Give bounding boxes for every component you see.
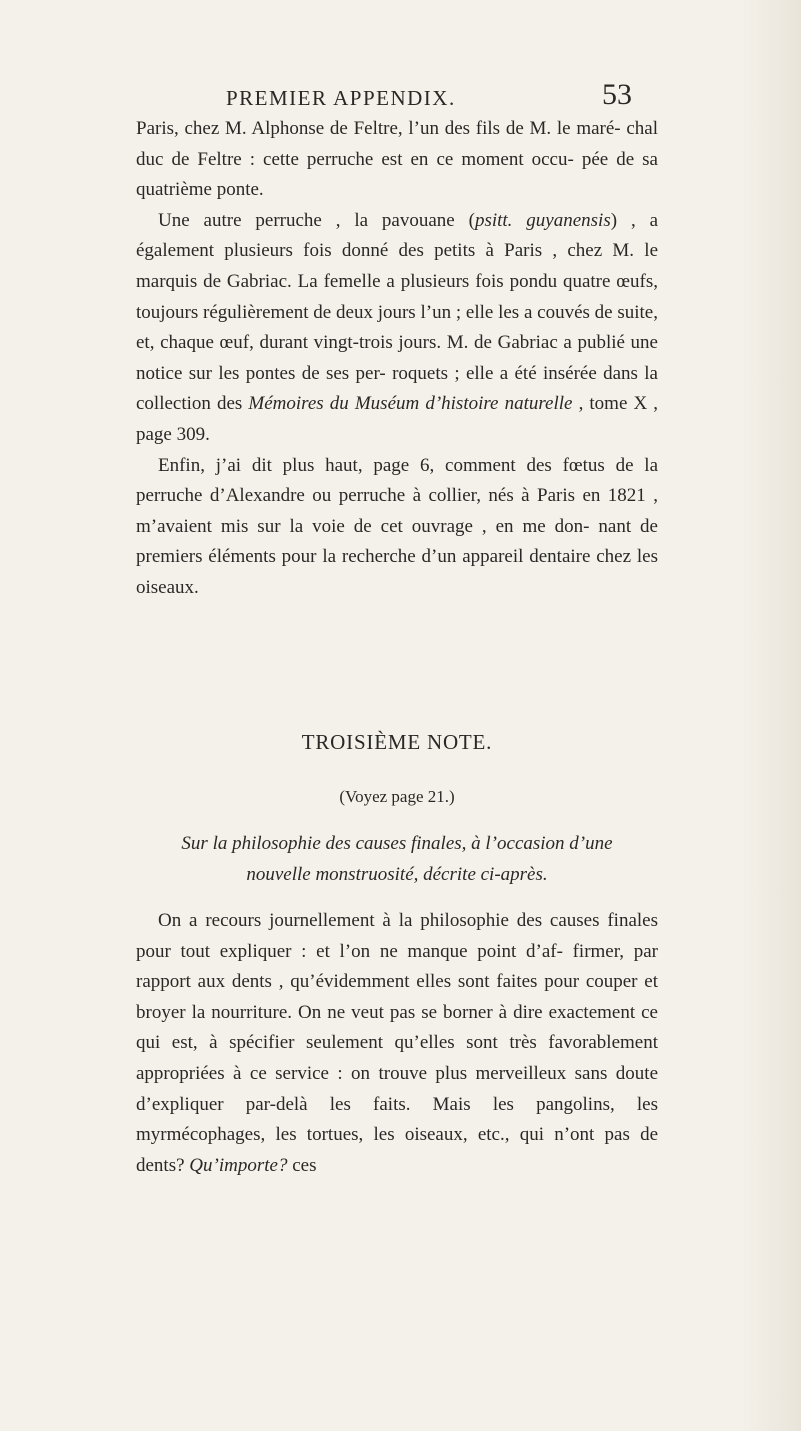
italic-phrase: Qu’importe?: [189, 1154, 288, 1176]
paragraph-causes-finales: On a recours journellement à la philosophie des causes finales pour tout expliquer : et l’on ne manque point d’af- firmer, par rapport aux dents , qu’évidemment elles sont faites pour couper et broyer la nourriture. On ne veut pas se borner à dire exactement ce qui est, à spécifier seulement qu’elles sont très favorablement appropriées à ce service : on trouve plus merveilleux sans doute d’expliquer par-delà les faits. Mais les pangolins, les myrmécophages, les tortues, les oiseaux, etc., qui n’ont pas de dents? Qu’importe? ces: [136, 910, 658, 1176]
note-subtitle: [136, 828, 658, 890]
page-number: 53: [602, 78, 632, 111]
page-edge-shading: [741, 0, 801, 1431]
running-head: PREMIER APPENDIX.: [226, 86, 456, 110]
note-subtitle-line-2: nouvelle monstruosité, décrite ci-après.: [246, 864, 548, 885]
body-text-bottom: [136, 906, 658, 1181]
paragraph-enfin: Enfin, j’ai dit plus haut, page 6, comment des fœtus de la perruche d’Alexandre ou perruche à collier, nés à Paris en 1821 , m’avaient mis sur la voie de cet ouvrage , en me don- nant de premiers éléments pour la recherche d’un appareil dentaire chez les oiseaux.: [136, 454, 658, 598]
note-subtitle-line-1: Sur la philosophie des causes finales, à l’occasion d’une: [181, 833, 613, 854]
note-reference: (Voyez page 21.): [339, 787, 455, 806]
paragraph-continuation: Paris, chez M. Alphonse de Feltre, l’un des fils de M. le maré- chal duc de Feltre : cette perruche est en ce moment occu- pée de sa quatrième ponte.: [136, 118, 658, 201]
journal-title: Mémoires du Muséum d’histoire naturelle: [248, 393, 573, 415]
note-title: TROISIÈME NOTE.: [301, 730, 493, 754]
body-text-top: [136, 114, 658, 604]
species-name: psitt. guyanensis: [474, 209, 611, 231]
paragraph-pavouane: Une autre perruche , la pavouane (psitt. guyanensis) , a également plusieurs fois donné des petits à Paris , chez M. le marquis de Gabriac. La femelle a plusieurs fois pondu quatre œufs, toujours régulièrement de deux jours l’un ; elle les a couvés de suite, et, chaque œuf, durant vingt-trois jours. M. de Gabriac a publié une notice sur les pontes de ses per- roquets ; elle a été insérée dans la collection des Mémoires du Muséum d’histoire naturelle , tome X , page 309.: [136, 209, 659, 445]
